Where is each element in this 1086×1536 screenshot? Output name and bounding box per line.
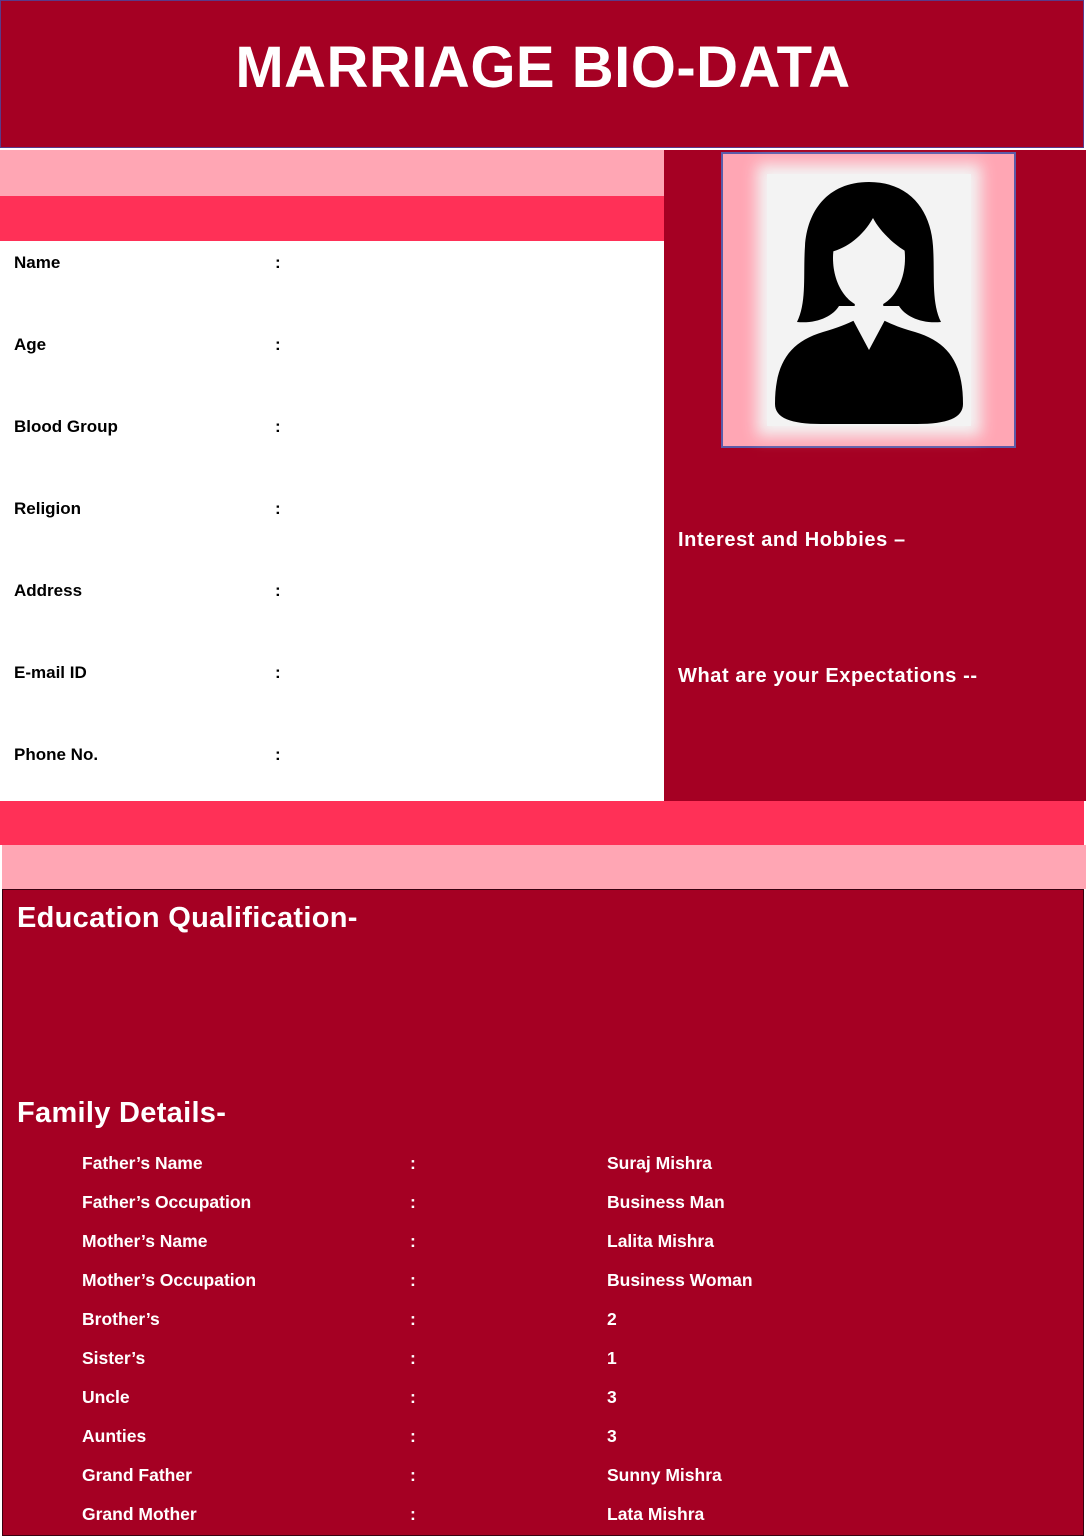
family-label: Aunties [82,1426,147,1446]
family-value: Lalita Mishra [607,1231,714,1251]
field-label-address: Address [14,581,83,600]
family-colon: : [410,1153,416,1173]
page-title: MARRIAGE BIO-DATA [235,35,851,100]
family-label: Grand Father [82,1465,192,1485]
family-value: 3 [607,1387,617,1407]
middle-light-band [2,845,1086,889]
education-heading: Education Qualification- [17,902,358,934]
top-dark-band [0,196,664,241]
family-value: Lata Mishra [607,1504,705,1524]
field-colon: : [275,663,281,682]
field-label-name: Name [14,253,61,272]
family-colon: : [410,1504,416,1524]
family-label: Mother’s Name [82,1231,208,1251]
field-colon: : [275,581,281,600]
family-label: Sister’s [82,1348,146,1368]
family-label: Mother’s Occupation [82,1270,257,1290]
field-colon: : [275,253,281,272]
family-colon: : [410,1465,416,1485]
middle-dark-band [0,801,1084,845]
family-label: Grand Mother [82,1504,197,1524]
family-colon: : [410,1270,416,1290]
family-colon: : [410,1426,416,1446]
family-heading: Family Details- [17,1097,227,1129]
family-value: Business Woman [607,1270,753,1290]
family-label: Brother’s [82,1309,160,1329]
family-label: Uncle [82,1387,130,1407]
field-colon: : [275,745,281,764]
field-colon: : [275,499,281,518]
field-label-age: Age [14,335,47,354]
field-label-religion: Religion [14,499,82,518]
family-value: Business Man [607,1192,725,1212]
field-label-blood-group: Blood Group [14,417,118,436]
family-colon: : [410,1309,416,1329]
family-colon: : [410,1192,416,1212]
family-label: Father’s Occupation [82,1192,252,1212]
female-avatar-icon [767,174,971,426]
family-colon: : [410,1231,416,1251]
interests-heading: Interest and Hobbies – [678,529,906,551]
photo-frame [721,152,1016,448]
family-value: Suraj Mishra [607,1153,713,1173]
family-colon: : [410,1348,416,1368]
expectations-heading: What are your Expectations -- [678,665,978,687]
family-value: 2 [607,1309,617,1329]
family-label: Father’s Name [82,1153,203,1173]
family-colon: : [410,1387,416,1407]
family-value: Sunny Mishra [607,1465,722,1485]
family-value: 3 [607,1426,617,1446]
field-label-email: E-mail ID [14,663,87,682]
top-light-band [0,150,664,196]
family-value: 1 [607,1348,617,1368]
field-colon: : [275,417,281,436]
field-label-phone: Phone No. [14,745,99,764]
field-colon: : [275,335,281,354]
